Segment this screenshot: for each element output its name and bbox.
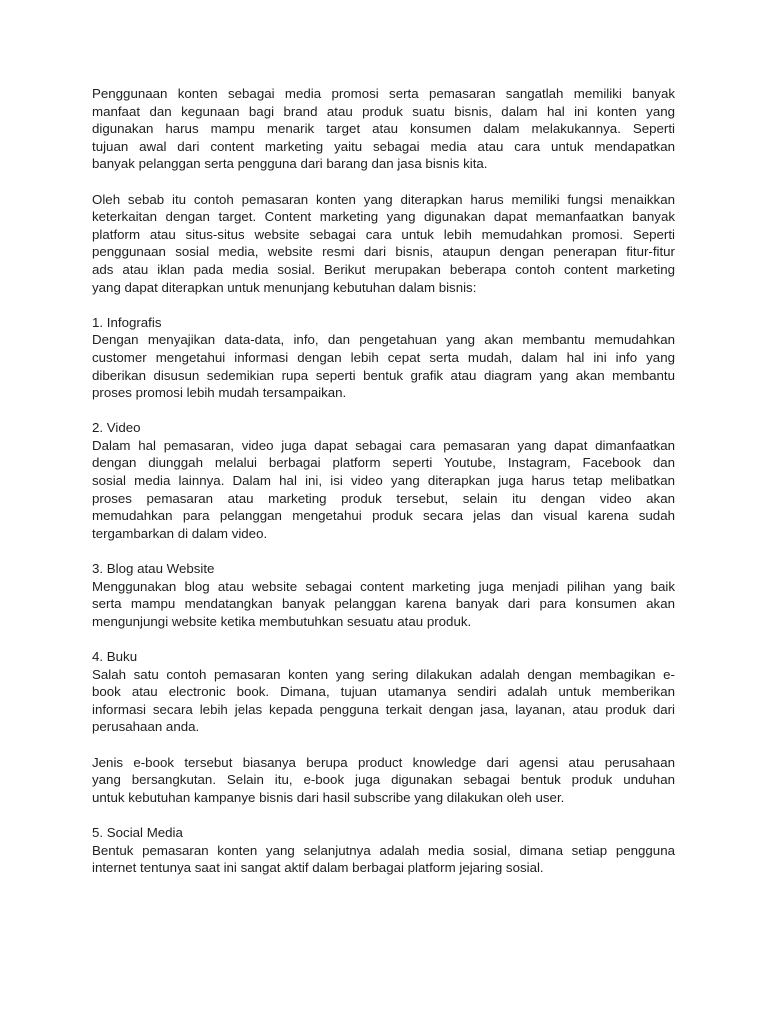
text-line: banyak pelanggan serta pengguna dari barang dan jasa bisnis kita. xyxy=(92,156,488,172)
text-line: customer mengetahui informasi dengan lebih cepat serta mudah, dalam hal ini info yang xyxy=(92,349,675,365)
text-line: internet tentunya saat ini sangat aktif dalam berbagai platform jejaring sosial. xyxy=(92,860,544,876)
text-line: tergambarkan di dalam video. xyxy=(92,525,268,541)
section-video xyxy=(92,419,675,542)
text-line: penggunaan sosial media, website resmi dari bisnis, ataupun dengan penerapan fitur-fitur xyxy=(92,244,675,260)
text-line: platform atau situs-situs website sebagai cara untuk lebih memudahkan promosi. Seperti xyxy=(92,226,675,242)
section-blog-website xyxy=(92,560,675,630)
text-line: Dengan menyajikan data-data, info, dan pengetahuan yang akan membantu memudahkan xyxy=(92,332,675,348)
section-paragraph xyxy=(92,578,675,631)
section-buku xyxy=(92,648,675,806)
text-line: Salah satu contoh pemasaran konten yang sering dilakukan adalah dengan membagikan e- xyxy=(92,666,675,682)
intro-paragraph xyxy=(92,191,675,297)
section-paragraph xyxy=(92,842,675,877)
section-heading: 5. Social Media xyxy=(92,824,183,840)
text-line: book atau electronic book. Dimana, tujuan utamanya sendiri adalah untuk memberikan xyxy=(92,684,675,700)
text-line: mengunjungi website ketika membutuhkan sesuatu atau produk. xyxy=(92,613,472,629)
text-line: Menggunakan blog atau website sebagai content marketing juga menjadi pilihan yang baik xyxy=(92,578,675,594)
text-line: yang bersangkutan. Selain itu, e-book juga digunakan sebagai bentuk produk unduhan xyxy=(92,772,675,788)
section-heading: 2. Video xyxy=(92,420,141,436)
text-line: manfaat dan kegunaan bagi brand atau produk suatu bisnis, dalam hal ini konten yang xyxy=(92,103,675,119)
section-paragraph xyxy=(92,666,675,736)
section-social-media xyxy=(92,824,675,877)
text-line: dengan diunggah melalui berbagai platform seperti Youtube, Instagram, Facebook dan xyxy=(92,455,675,471)
text-line: yang dapat diterapkan untuk menunjang kebutuhan dalam bisnis: xyxy=(92,279,477,295)
section-infografis xyxy=(92,314,675,402)
text-line: proses promosi lebih mudah tersampaikan. xyxy=(92,385,347,401)
section-heading: 3. Blog atau Website xyxy=(92,561,215,577)
text-line: Dalam hal pemasaran, video juga dapat sebagai cara pemasaran yang dapat dimanfaatkan xyxy=(92,437,675,453)
text-line: sosial media lainnya. Dalam hal ini, isi video yang diterapkan juga harus tetap melibatkan xyxy=(92,473,675,489)
text-line: Jenis e-book tersebut biasanya berupa product knowledge dari agensi atau perusahaan xyxy=(92,754,675,770)
section-heading: 4. Buku xyxy=(92,649,138,664)
section-paragraph xyxy=(92,754,675,807)
text-line: untuk kebutuhan kampanye bisnis dari hasil subscribe yang dilakukan oleh user. xyxy=(92,789,565,805)
text-line: Oleh sebab itu contoh pemasaran konten yang diterapkan harus memiliki fungsi menaikkan xyxy=(92,191,675,207)
text-line: tujuan awal dari content marketing yaitu sebagai media atau cara untuk mendapatkan xyxy=(92,138,675,154)
text-line: memudahkan para pelanggan mengetahui produk secara jelas dan visual karena sudah xyxy=(92,508,675,524)
text-line: serta mampu mendatangkan banyak pelanggan karena banyak dari para konsumen akan xyxy=(92,596,675,612)
text-line: Bentuk pemasaran konten yang selanjutnya adalah media sosial, dimana setiap pengguna xyxy=(92,842,675,858)
intro-paragraph xyxy=(92,85,675,173)
text-line: keterkaitan dengan target. Content marketing yang digunakan dapat memanfaatkan banyak xyxy=(92,209,675,225)
section-paragraph xyxy=(92,331,675,401)
text-line: perusahaan anda. xyxy=(92,719,200,735)
text-line: informasi secara lebih jelas kepada pengguna terkait dengan jasa, layanan, atau produk dari xyxy=(92,701,675,717)
section-paragraph xyxy=(92,437,675,543)
text-line: proses pemasaran atau marketing produk tersebut, selain itu dengan video akan xyxy=(92,490,675,506)
text-line: Penggunaan konten sebagai media promosi serta pemasaran sangatlah memiliki banyak xyxy=(92,86,675,101)
text-line: diberikan disusun sedemikian rupa seperti bentuk grafik atau diagram yang akan membantu xyxy=(92,367,675,383)
section-heading: 1. Infografis xyxy=(92,314,162,330)
text-line: digunakan harus mampu menarik target atau konsumen dalam melakukannya. Seperti xyxy=(92,121,675,137)
text-line: ads atau iklan pada media sosial. Berikut merupakan beberapa contoh content marketing xyxy=(92,261,675,277)
document-page xyxy=(92,85,675,894)
